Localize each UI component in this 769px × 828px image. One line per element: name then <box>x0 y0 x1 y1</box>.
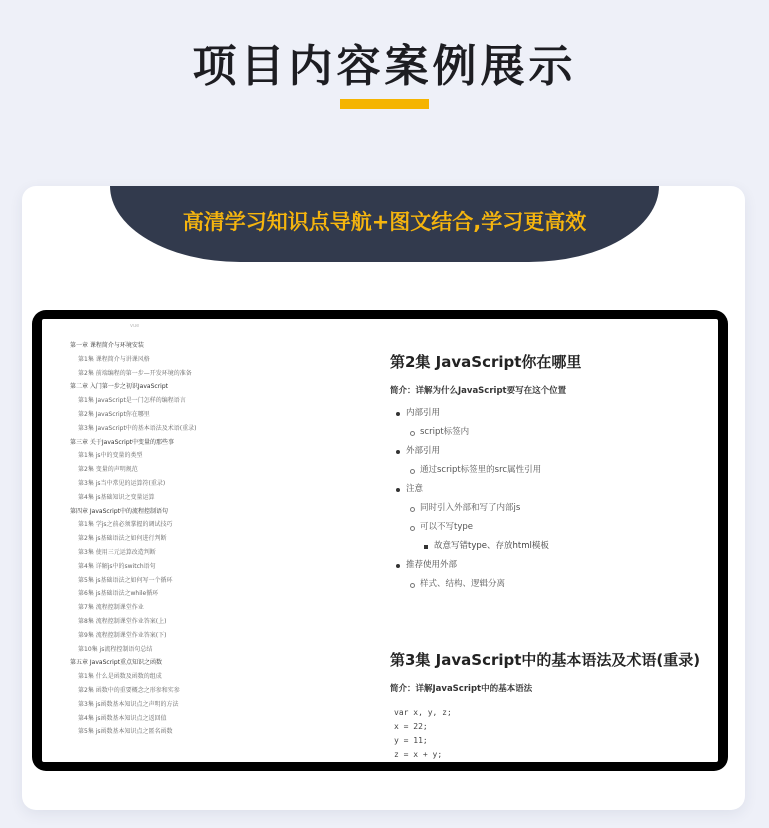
toc-entry: 第4集 详解js中的switch语句 <box>78 562 156 570</box>
toc-entry: 第2集 函数中的重要概念之形参和实参 <box>78 686 180 694</box>
section-3-title: 第3集 JavaScript中的基本语法及术语(重录) <box>390 651 701 669</box>
section-2-title: 第2集 JavaScript你在哪里 <box>390 353 582 371</box>
toc-chapter: 第二章 入门第一步之初识JavaScript <box>70 383 168 391</box>
bullet-item: 内部引用 <box>390 404 710 423</box>
toc-entry: 第1集 什么是函数及函数的组成 <box>78 673 162 681</box>
toc-entry: 第6集 js基础语法之while循环 <box>78 590 159 598</box>
toc-entry: 第3集 使用三元运算改造判断 <box>78 548 156 556</box>
toc-entry: 第10集 js流程控制语句总结 <box>78 645 153 653</box>
toc-chapter: 第五章 JavaScript重点知识之函数 <box>70 659 162 667</box>
toc-entry: 第2集 前端编程的第一步—开发环境的准备 <box>78 369 192 377</box>
code-line: z = x + y; <box>394 750 443 759</box>
toc-entry: 第1集 课程简介与讲课风格 <box>78 355 150 363</box>
toc-entry: 第9集 流程控制课堂作业答案(下) <box>78 631 167 639</box>
toc-entry: 第5集 js基础语法之如何写一个循环 <box>78 576 173 584</box>
banner-label: 高清学习知识点导航+图文结合,学习更高效 <box>182 210 587 234</box>
page-title: 项目内容案例展示 <box>192 41 577 92</box>
bullet-item: 推荐使用外部 <box>390 556 710 575</box>
section-3-code <box>390 706 710 762</box>
bullet-item: 可以不写type <box>390 518 710 537</box>
bullet-item: 样式、结构、逻辑分离 <box>390 575 710 594</box>
bullet-item: 通过script标签里的src属性引用 <box>390 461 710 480</box>
code-line: x = 22; <box>394 722 428 731</box>
section-3 <box>390 649 710 762</box>
title-underline-bar <box>340 99 429 109</box>
bullet-item: 注意 <box>390 480 710 499</box>
section-2-intro: 简介：详解为什么JavaScript要写在这个位置 <box>390 386 567 396</box>
code-line: var x, y, z; <box>394 708 452 717</box>
toc-entry: 第1集 学js之前必须掌握的调试技巧 <box>78 521 173 529</box>
toc-chapter: 第三章 关于JavaScript中变量的那些事 <box>70 438 174 446</box>
toc-entry: 第2集 变量的声明规范 <box>78 466 138 474</box>
toc-entry: 第3集 JavaScript中的基本语法及术语(重录) <box>78 424 197 432</box>
toc-entry: 第8集 流程控制课堂作业答案(上) <box>78 617 167 625</box>
code-line: y = 11; <box>394 736 428 745</box>
bullet-item: 外部引用 <box>390 442 710 461</box>
toc-entry: 第2集 JavaScript你在哪里 <box>78 410 150 418</box>
section-3-intro: 简介：详解JavaScript中的基本语法 <box>390 684 533 694</box>
toc-entry: 第3集 js函数基本知识点之声明的方法 <box>78 700 179 708</box>
doc-toc <box>70 339 370 739</box>
bullet-item: script标签内 <box>390 423 710 442</box>
doc-top-label: vue <box>130 323 140 329</box>
toc-entry: 第1集 js中的变量的类型 <box>78 452 143 460</box>
toc-entry: 第4集 js函数基本知识点之返回值 <box>78 714 167 722</box>
section-2-bullets <box>390 404 710 594</box>
bullet-item: 故意写错type、存放html模板 <box>390 537 710 556</box>
toc-entry: 第2集 js基础语法之如何进行判断 <box>78 535 167 543</box>
toc-chapter: 第一章 课程简介与环境安装 <box>70 342 144 349</box>
toc-entry: 第7集 流程控制课堂作业 <box>78 604 144 612</box>
toc-entry: 第4集 js基础知识之变量运算 <box>78 493 155 501</box>
document-screenshot <box>42 319 718 762</box>
toc-entry: 第3集 js当中常见的运算符(重录) <box>78 479 166 487</box>
toc-entry: 第5集 js函数基本知识点之匿名函数 <box>78 728 173 736</box>
section-2 <box>390 351 710 594</box>
toc-entry: 第1集 JavaScript是一门怎样的编程语言 <box>78 397 186 405</box>
bullet-item: 同时引入外部和写了内部js <box>390 499 710 518</box>
toc-chapter: 第四章 JavaScript中的流程控制语句 <box>70 507 168 515</box>
